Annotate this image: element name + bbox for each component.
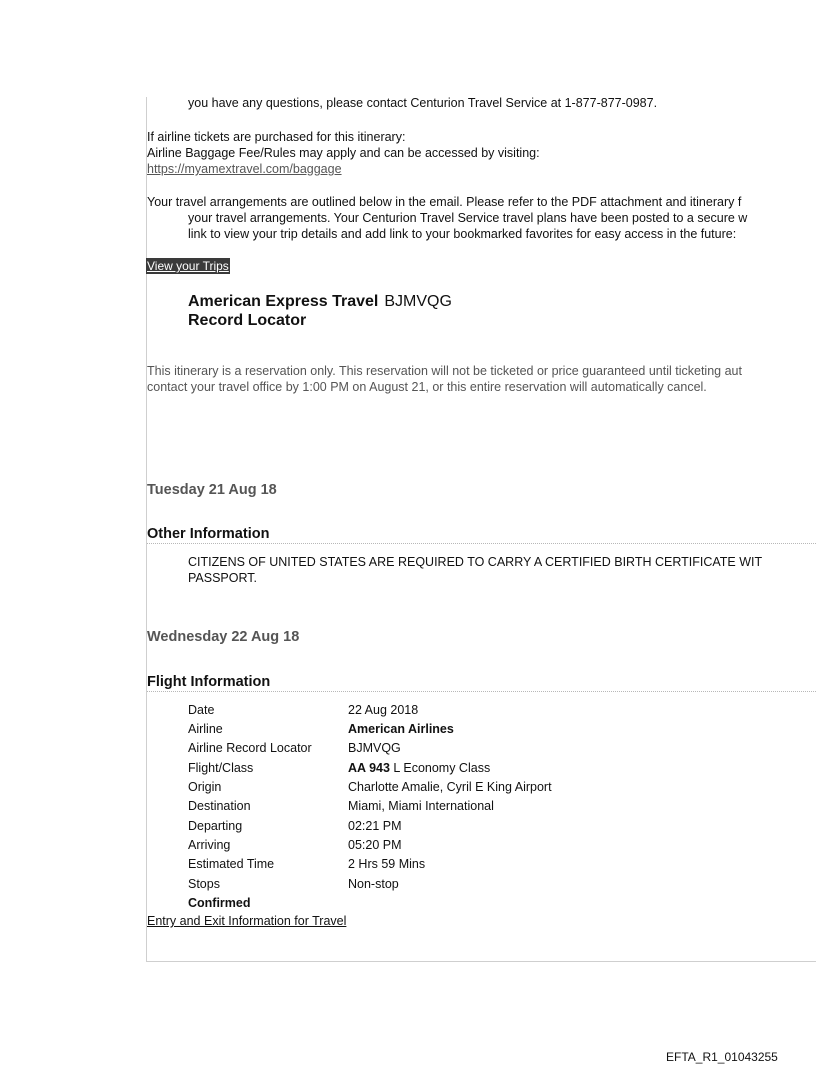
flight-label: Airline Record Locator xyxy=(188,741,312,755)
flight-row-class xyxy=(188,759,490,778)
record-locator-code: BJMVQG xyxy=(384,293,452,310)
other-information-heading: Other Information xyxy=(147,526,816,544)
day-heading-wednesday: Wednesday 22 Aug 18 xyxy=(147,629,300,645)
view-trips-button[interactable]: View your Trips xyxy=(147,259,229,273)
flight-value: 2 Hrs 59 Mins xyxy=(348,857,426,871)
flight-label: Arriving xyxy=(188,838,231,852)
baggage-line-1: If airline tickets are purchased for this itinerary: xyxy=(147,130,406,144)
baggage-line-2: Airline Baggage Fee/Rules may apply and can be accessed by visiting: xyxy=(147,146,540,160)
reservation-notice-line-1: This itinerary is a reservation only. This reservation will not be ticketed or price guaranteed until ticketing aut xyxy=(147,364,742,378)
arrangements-line-3: link to view your trip details and add link to your bookmarked favorites for easy access in the future: xyxy=(188,227,737,241)
record-locator-heading xyxy=(188,292,452,311)
flight-label: Origin xyxy=(188,780,222,794)
day-heading-tuesday: Tuesday 21 Aug 18 xyxy=(147,482,277,498)
flight-value: 22 Aug 2018 xyxy=(348,703,419,717)
entry-exit-link[interactable]: Entry and Exit Information for Travel xyxy=(147,914,347,928)
flight-value: BJMVQG xyxy=(348,741,401,755)
flight-value: Charlotte Amalie, Cyril E King Airport xyxy=(348,780,552,794)
flight-information-heading: Flight Information xyxy=(147,674,816,692)
record-locator-subheading: Record Locator xyxy=(188,312,307,329)
flight-label: Date xyxy=(188,703,215,717)
reservation-notice-line-2: contact your travel office by 1:00 PM on August 21, or this entire reservation will automatically cancel. xyxy=(147,380,707,394)
flight-value: Non-stop xyxy=(348,877,399,891)
flight-row-stops xyxy=(188,875,399,894)
flight-status: Confirmed xyxy=(188,896,251,910)
flight-label: Destination xyxy=(188,799,251,813)
flight-row-airline xyxy=(188,720,454,739)
flight-label: Flight/Class xyxy=(188,761,254,775)
flight-row-origin xyxy=(188,778,552,797)
flight-row-departing xyxy=(188,817,402,836)
flight-row-record-locator xyxy=(188,739,401,758)
arrangements-line-1: Your travel arrangements are outlined below in the email. Please refer to the PDF attachment and itinerary f xyxy=(147,195,742,209)
document-id: EFTA_R1_01043255 xyxy=(666,1050,778,1064)
citizenship-note-line-2: PASSPORT. xyxy=(188,571,258,585)
record-locator-label: American Express Travel xyxy=(188,293,379,310)
flight-number: AA 943 xyxy=(348,761,390,775)
flight-class: L Economy Class xyxy=(389,761,491,775)
flight-row-destination xyxy=(188,797,494,816)
flight-value: 02:21 PM xyxy=(348,819,402,833)
flight-row-arriving xyxy=(188,836,402,855)
flight-label: Airline xyxy=(188,722,223,736)
flight-value: Miami, Miami International xyxy=(348,799,494,813)
contact-line: you have any questions, please contact Centurion Travel Service at 1-877-877-0987. xyxy=(188,96,658,110)
arrangements-line-2: your travel arrangements. Your Centurion Travel Service travel plans have been posted to a secure w xyxy=(188,211,748,225)
citizenship-note-line-1: CITIZENS OF UNITED STATES ARE REQUIRED TO CARRY A CERTIFIED BIRTH CERTIFICATE WIT xyxy=(188,555,763,569)
flight-label: Stops xyxy=(188,877,220,891)
flight-value: 05:20 PM xyxy=(348,838,402,852)
flight-row-estimated-time xyxy=(188,855,425,874)
flight-label: Estimated Time xyxy=(188,857,275,871)
baggage-link[interactable]: https://myamextravel.com/baggage xyxy=(147,162,342,176)
flight-value xyxy=(348,759,490,778)
flight-row-date xyxy=(188,701,418,720)
flight-label: Departing xyxy=(188,819,243,833)
flight-value: American Airlines xyxy=(348,722,454,736)
